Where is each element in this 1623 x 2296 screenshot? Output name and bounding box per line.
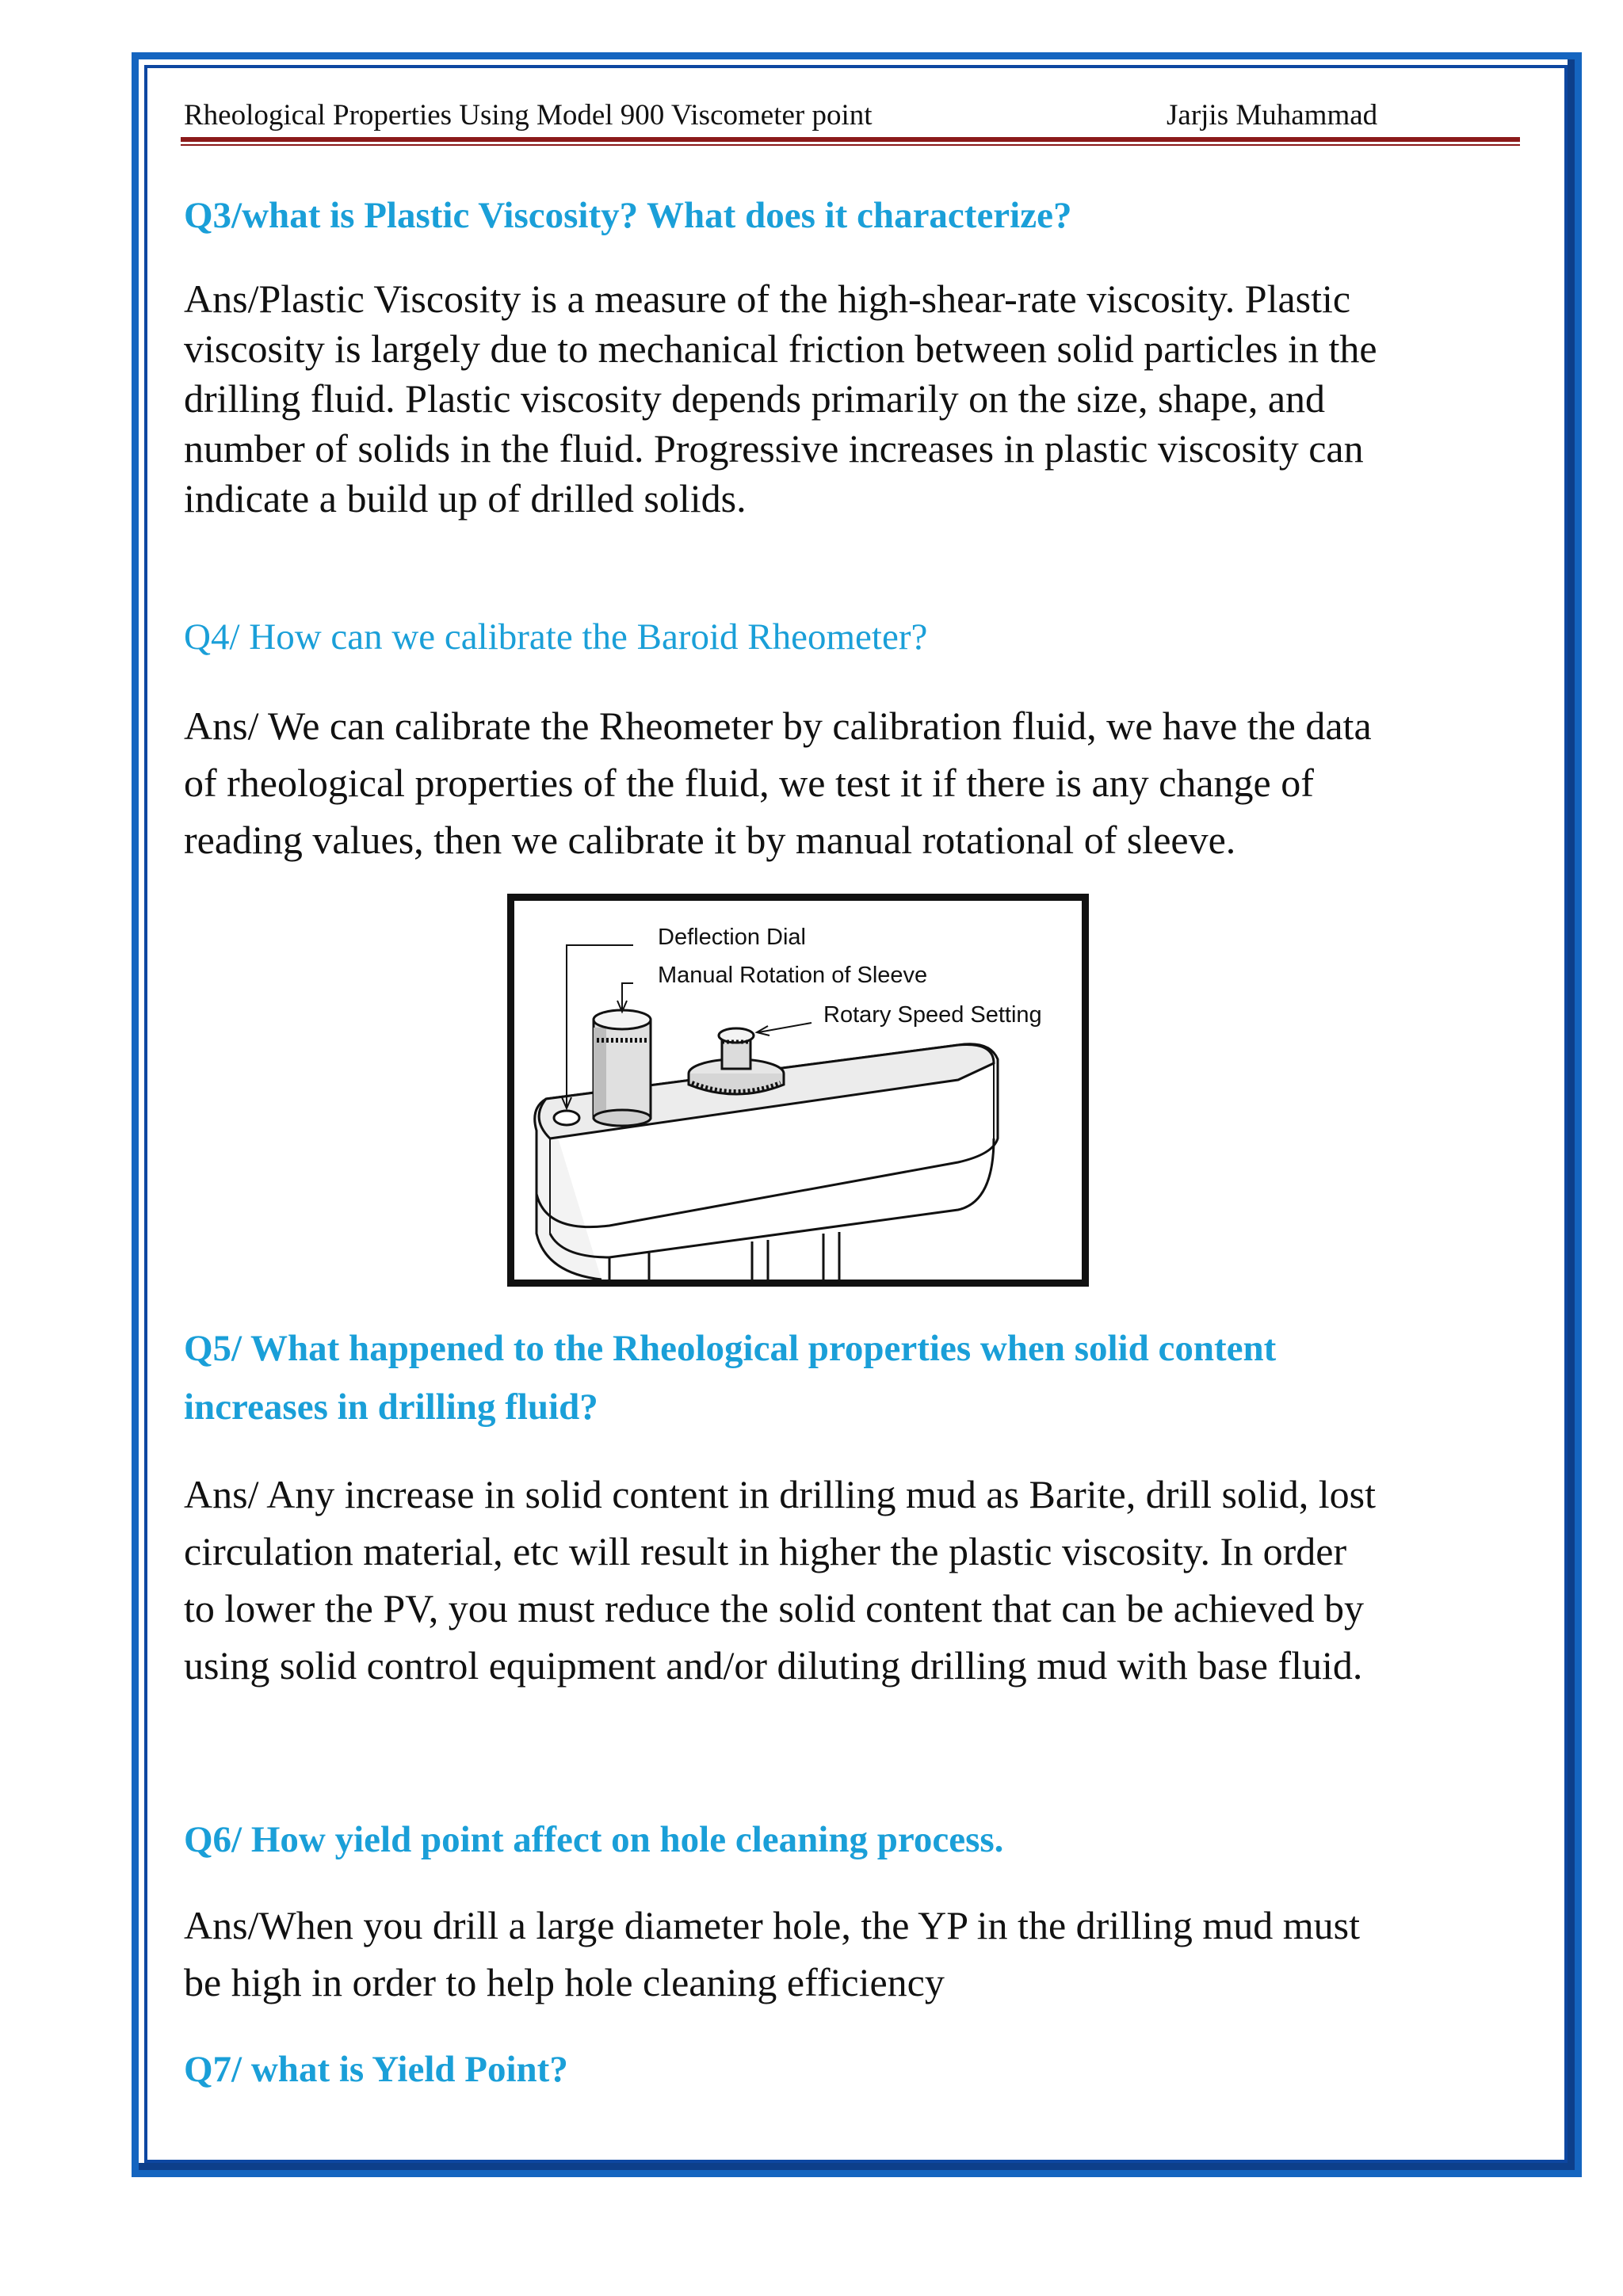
- header-rule-thin: [181, 144, 1520, 146]
- q3-answer-line: number of solids in the fluid. Progressive increases in plastic viscosity can: [184, 426, 1364, 471]
- q4-answer-line: of rheological properties of the fluid, we test it if there is any change of: [184, 761, 1314, 805]
- viscometer-figure: [507, 894, 1089, 1287]
- q4-answer-line: reading values, then we calibrate it by manual rotational of sleeve.: [184, 818, 1236, 862]
- q3-answer-line: indicate a build up of drilled solids.: [184, 476, 747, 521]
- header-rule: [181, 137, 1520, 142]
- viscometer-drawing: [514, 901, 1082, 1280]
- q5-answer-line: using solid control equipment and/or diluting drilling mud with base fluid.: [184, 1643, 1363, 1688]
- q6-answer-line: Ans/When you drill a large diameter hole, the YP in the drilling mud must: [184, 1903, 1360, 1947]
- q6-question: Q6/ How yield point affect on hole cleaning process.: [184, 1819, 1004, 1860]
- q5-answer-line: circulation material, etc will result in higher the plastic viscosity. In order: [184, 1529, 1347, 1573]
- header-author: Jarjis Muhammad: [1167, 99, 1378, 132]
- q5-answer-line: Ans/ Any increase in solid content in drilling mud as Barite, drill solid, lost: [184, 1472, 1377, 1516]
- q5-question-line: Q5/ What happened to the Rheological properties when solid content: [184, 1328, 1277, 1369]
- page-header: [184, 98, 1523, 133]
- label-manual-rotation: Manual Rotation of Sleeve: [658, 963, 928, 988]
- q4-question: Q4/ How can we calibrate the Baroid Rheometer?: [184, 616, 928, 658]
- label-rotary-speed: Rotary Speed Setting: [823, 1002, 1042, 1028]
- q7-question: Q7/ what is Yield Point?: [184, 2049, 568, 2090]
- q5-answer-line: to lower the PV, you must reduce the solid content that can be achieved by: [184, 1586, 1364, 1630]
- q3-question: Q3/what is Plastic Viscosity? What does it characterize?: [184, 195, 1072, 236]
- q3-answer-line: Ans/Plastic Viscosity is a measure of the high-shear-rate viscosity. Plastic: [184, 277, 1351, 321]
- label-deflection-dial: Deflection Dial: [658, 925, 806, 950]
- q4-answer-line: Ans/ We can calibrate the Rheometer by calibration fluid, we have the data: [184, 704, 1372, 748]
- header-title: Rheological Properties Using Model 900 Viscometer point: [184, 99, 873, 132]
- q6-answer-line: be high in order to help hole cleaning efficiency: [184, 1960, 945, 2004]
- q3-answer-line: drilling fluid. Plastic viscosity depends primarily on the size, shape, and: [184, 376, 1326, 421]
- q5-question-line: increases in drilling fluid?: [184, 1386, 598, 1428]
- q3-answer-line: viscosity is largely due to mechanical friction between solid particles in the: [184, 326, 1377, 371]
